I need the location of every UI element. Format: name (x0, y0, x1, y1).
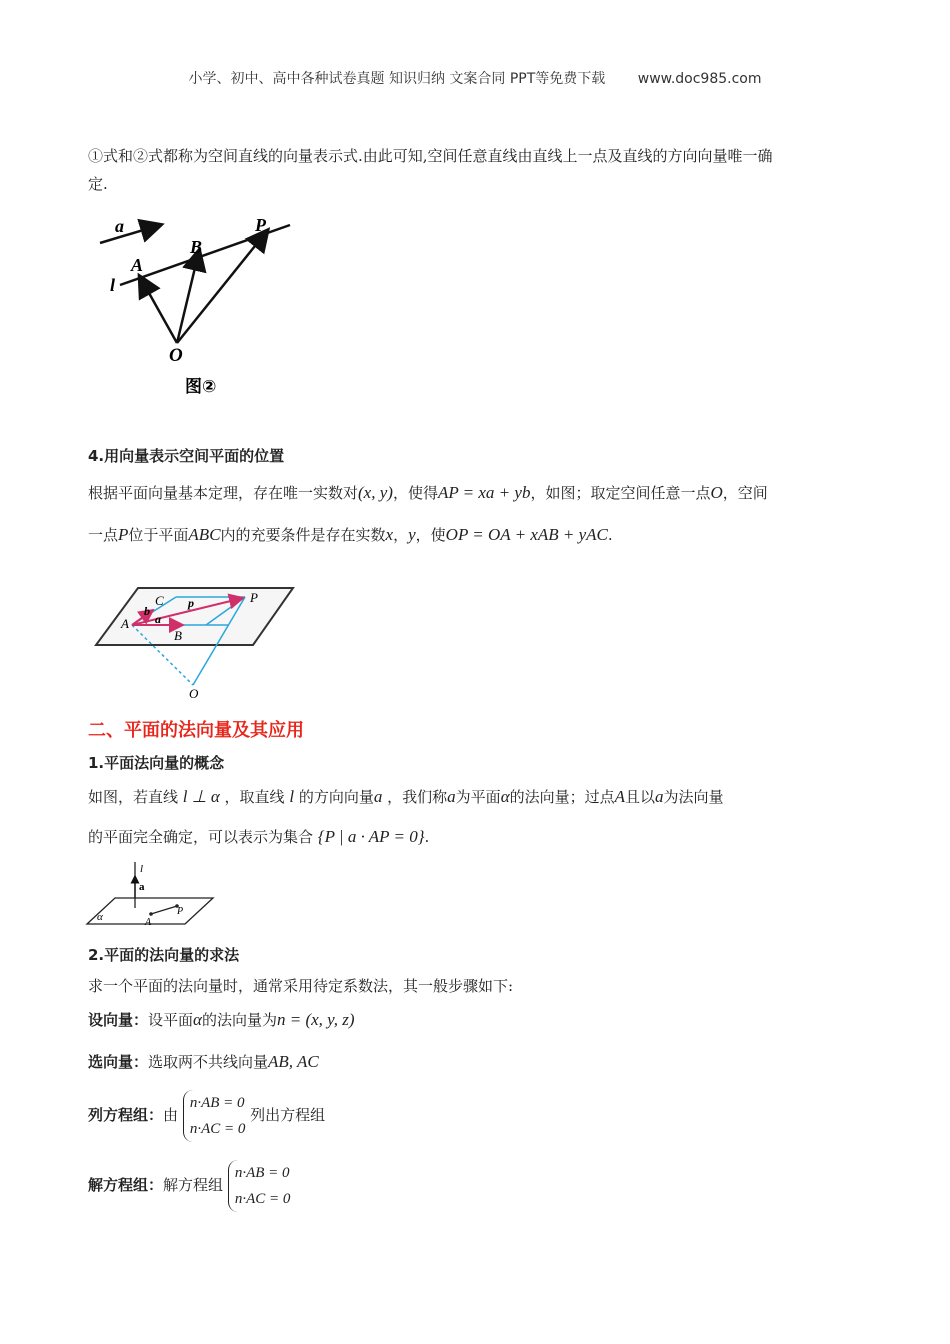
figure-normal-vector (85, 858, 215, 928)
page-header (0, 68, 950, 88)
label-O: O (169, 345, 183, 366)
label-C: C (155, 593, 164, 608)
section-4-title: 4.用向量表示空间平面的位置 (88, 447, 285, 465)
label-B: B (190, 237, 203, 257)
figure-2-line-vectors (95, 205, 305, 405)
intro-line-2: 定. (88, 175, 108, 193)
label-alpha: α (97, 911, 103, 923)
figure-caption: 图② (185, 377, 217, 397)
label-P: P (250, 590, 258, 605)
step-2: 选向量：选取两不共线向量AB, AC (88, 1052, 319, 1071)
header-text: 小学、初中、高中各种试卷真题 知识归纳 文案合同 PPT等免费下载 (188, 71, 606, 87)
step-3: 列方程组：由 n·AB = 0 n·AC = 0 列出方程组 (88, 1090, 325, 1142)
label-l: l (110, 275, 116, 295)
label-a: a (139, 881, 145, 893)
vector-a-arrow (100, 225, 160, 243)
method-intro: 求一个平面的法向量时，通常采用待定系数法，其一般步骤如下: (88, 977, 514, 995)
point-A (149, 912, 153, 916)
label-a: a (115, 216, 124, 236)
label-B: B (174, 628, 182, 643)
section-4-line-2: 一点P位于平面ABC内的充要条件是存在实数x，y，使OP = OA + xAB + yAC. (88, 525, 613, 544)
segment-AP (151, 906, 177, 914)
section-2-line-1: 如图，若直线 l ⊥ α ，取直线 l 的方向向量a ，我们称a为平面α的法向量；过点A且以a为法向量 (88, 787, 724, 806)
label-A: A (121, 616, 129, 631)
label-A: A (131, 255, 144, 275)
equation-system-1: n·AB = 0 n·AC = 0 (183, 1090, 246, 1142)
intro-paragraph (88, 142, 878, 198)
section-4-line-1: 根据平面向量基本定理，存在唯一实数对(x, y)，使得AP = xa + yb，如图；取定空间任意一点O，空间 (88, 483, 768, 502)
intro-line-1: ①式和②式都称为空间直线的向量表示式.由此可知,空间任意直线由直线上一点及直线的方向向量唯一确 (88, 147, 773, 165)
label-O: O (189, 686, 199, 701)
section-2-line-2: 的平面完全确定，可以表示为集合 {P | a · AP = 0}. (88, 827, 430, 846)
label-p: p (188, 596, 194, 610)
label-l: l (140, 863, 144, 875)
label-P: P (255, 215, 266, 235)
header-site[interactable]: www.doc985.com (637, 71, 762, 87)
subsection-2-title: 2.平面的法向量的求法 (88, 946, 240, 964)
label-P: P (177, 906, 184, 917)
label-b-vec: b (144, 604, 150, 618)
vector-OA (140, 277, 177, 343)
step-1: 设向量：设平面α的法向量为n = (x, y, z) (88, 1010, 355, 1029)
subsection-1-title: 1.平面法向量的概念 (88, 754, 225, 772)
figure-plane-vectors (88, 560, 303, 702)
step-4: 解方程组：解方程组 n·AB = 0 n·AC = 0 (88, 1160, 290, 1212)
label-a-vec: a (155, 612, 161, 626)
equation-system-2: n·AB = 0 n·AC = 0 (228, 1160, 291, 1212)
section-2-title: 二、平面的法向量及其应用 (88, 720, 304, 741)
label-A: A (145, 917, 152, 928)
